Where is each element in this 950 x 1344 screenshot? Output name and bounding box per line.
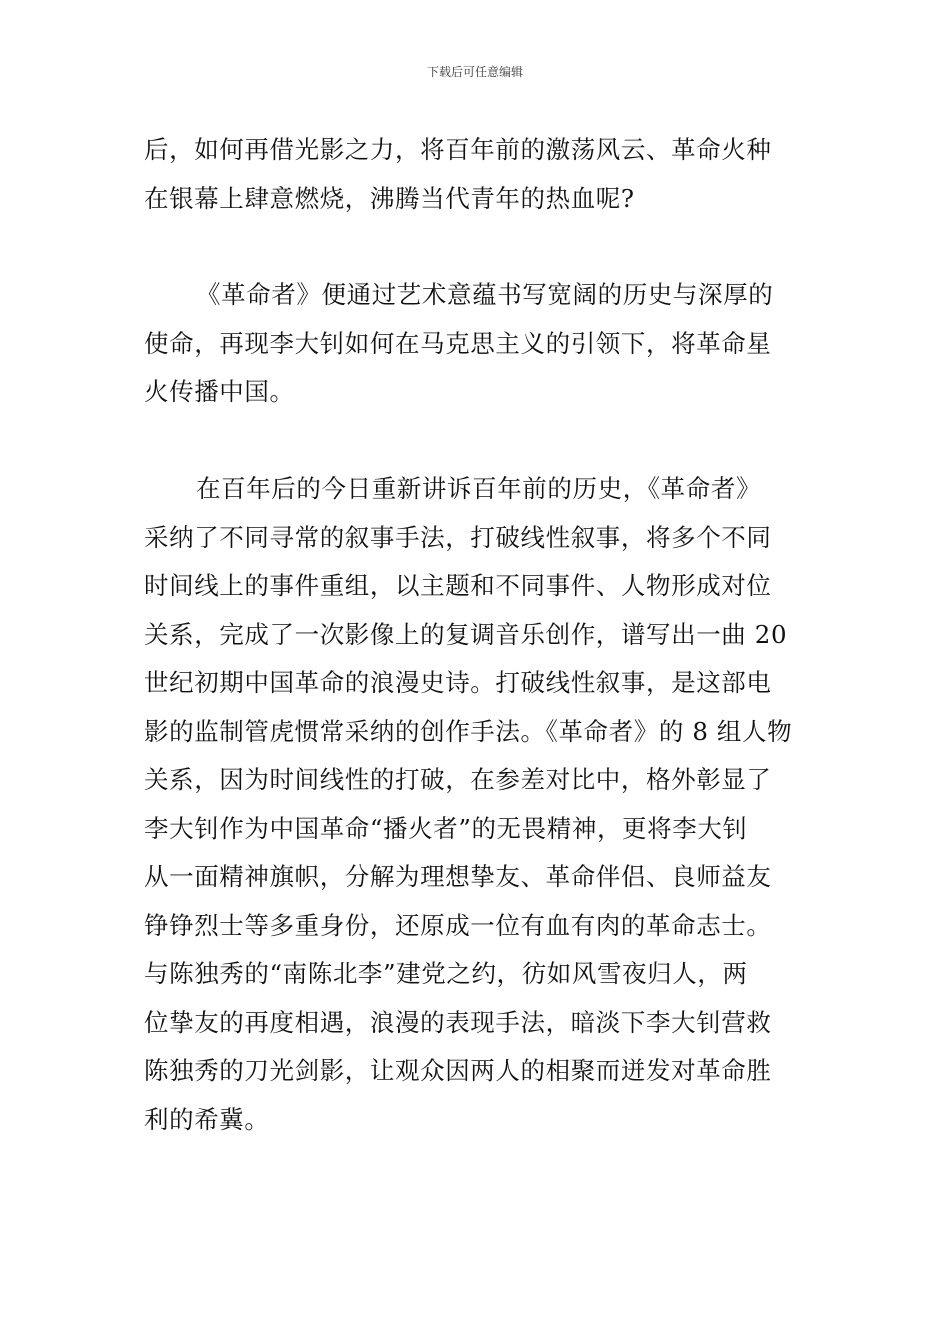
text-line: 影的监制管虎惯常采纳的创作手法。《革命者》的 8 组人物	[144, 716, 793, 746]
text-line: 铮铮烈士等多重身份，还原成一位有血有肉的革命志士。	[144, 910, 772, 940]
paragraph-2	[144, 271, 808, 417]
text-line: 从一面精神旗帜，分解为理想挚友、革命伴侣、良师益友	[144, 862, 772, 891]
page-header: 下载后可任意编辑	[426, 65, 523, 79]
text-line: 陈独秀的刀光剑影，让观众因两人的相聚而迸发对革命胜	[144, 1056, 772, 1085]
paragraph-3	[144, 465, 808, 1144]
text-line: 李大钊作为中国革命“播火者”的无畏精神，更将李大钊	[144, 813, 748, 843]
text-line: 关系，因为时间线性的打破，在参差对比中，格外彰显了	[144, 765, 772, 794]
text-line: 使命，再现李大钊如何在马克思主义的引领下，将革命星	[144, 328, 772, 358]
text-line: 世纪初期中国革命的浪漫史诗。打破线性叙事，是这部电	[144, 668, 772, 697]
paragraph-1	[144, 126, 808, 223]
text-line: 时间线上的事件重组，以主题和不同事件、人物形成对位	[144, 571, 772, 600]
text-line: 火传播中国。	[144, 377, 295, 406]
text-line: 《革命者》便通过艺术意蕴书写宽阔的历史与深厚的	[196, 280, 774, 309]
text-line: 关系，完成了一次影像上的复调音乐创作，谱写出一曲 20	[144, 619, 788, 649]
text-line: 采纳了不同寻常的叙事手法，打破线性叙事，将多个不同	[144, 522, 772, 552]
text-line: 后，如何再借光影之力，将百年前的激荡风云、革命火种	[144, 135, 772, 164]
text-line: 位挚友的再度相遇，浪漫的表现手法，暗淡下李大钊营救	[144, 1007, 772, 1037]
text-line: 与陈独秀的“南陈北李”建党之约，彷如风雪夜归人，两	[144, 959, 748, 988]
text-line: 利的希冀。	[144, 1104, 270, 1134]
text-line: 在银幕上肆意燃烧，沸腾当代青年的热血呢?	[144, 183, 635, 213]
text-line: 在百年后的今日重新讲诉百年前的历史，《革命者》	[196, 474, 762, 503]
